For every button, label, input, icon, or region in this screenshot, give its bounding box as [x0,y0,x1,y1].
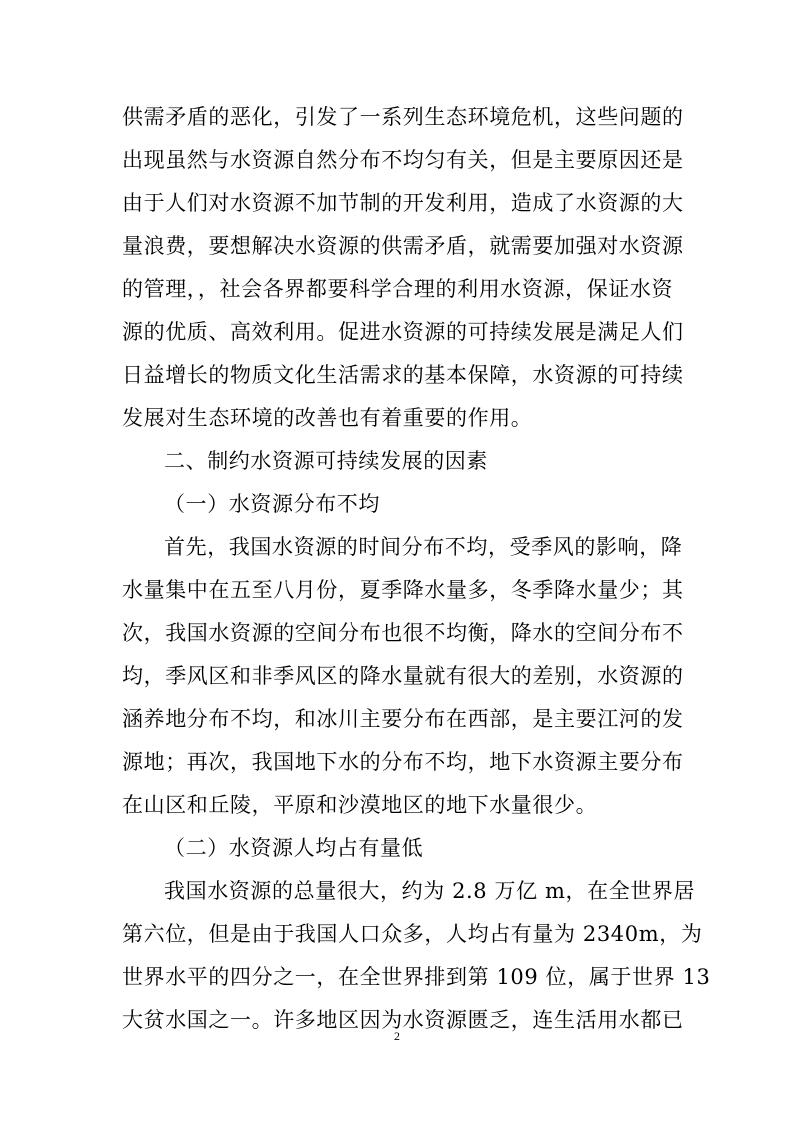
paragraph-line: 大贫水国之一。许多地区因为水资源匮乏，连生活用水都已 [122,1008,684,1032]
paragraph-line: 涵养地分布不均，和冰川主要分布在西部，是主要江河的发 [122,707,684,731]
page-number: 2 [394,1029,400,1043]
paragraph-line: 水量集中在五至八月份，夏季降水量多，冬季降水量少；其 [122,578,684,602]
paragraph-line: 出现虽然与水资源自然分布不均匀有关，但是主要原因还是 [122,148,684,172]
paragraph-line: 在山区和丘陵，平原和沙漠地区的地下水量很少。 [122,793,598,817]
section-heading: 二、制约水资源可持续发展的因素 [164,449,488,473]
subsection-heading: （二）水资源人均占有量低 [164,836,424,860]
paragraph-line: 源地；再次，我国地下水的分布不均，地下水资源主要分布 [122,750,684,774]
paragraph-line: 第六位，但是由于我国人口众多，人均占有量为 2340m，为 [122,922,703,946]
paragraph-line: 的管理，，社会各界都要科学合理的利用水资源，保证水资 [122,277,674,301]
subsection-heading: （一）水资源分布不均 [164,492,380,516]
paragraph-line: 由于人们对水资源不加节制的开发利用，造成了水资源的大 [122,191,684,215]
paragraph-line: 供需矛盾的恶化，引发了一系列生态环境危机，这些问题的 [122,105,684,129]
paragraph-line: 次，我国水资源的空间分布也很不均衡，降水的空间分布不 [122,621,684,645]
paragraph-line: 首先，我国水资源的时间分布不均，受季风的影响，降 [164,535,683,559]
paragraph-line: 我国水资源的总量很大，约为 2.8 万亿 m，在全世界居 [164,879,696,903]
paragraph-line: 均，季风区和非季风区的降水量就有很大的差别，水资源的 [122,664,684,688]
paragraph-line: 发展对生态环境的改善也有着重要的作用。 [122,406,533,430]
paragraph-line: 量浪费，要想解决水资源的供需矛盾，就需要加强对水资源 [122,234,684,258]
paragraph-line: 世界水平的四分之一，在全世界排到第 109 位，属于世界 13 [122,965,711,989]
paragraph-line: 源的优质、高效利用。促进水资源的可持续发展是满足人们 [122,320,684,344]
paragraph-line: 日益增长的物质文化生活需求的基本保障，水资源的可持续 [122,363,684,387]
